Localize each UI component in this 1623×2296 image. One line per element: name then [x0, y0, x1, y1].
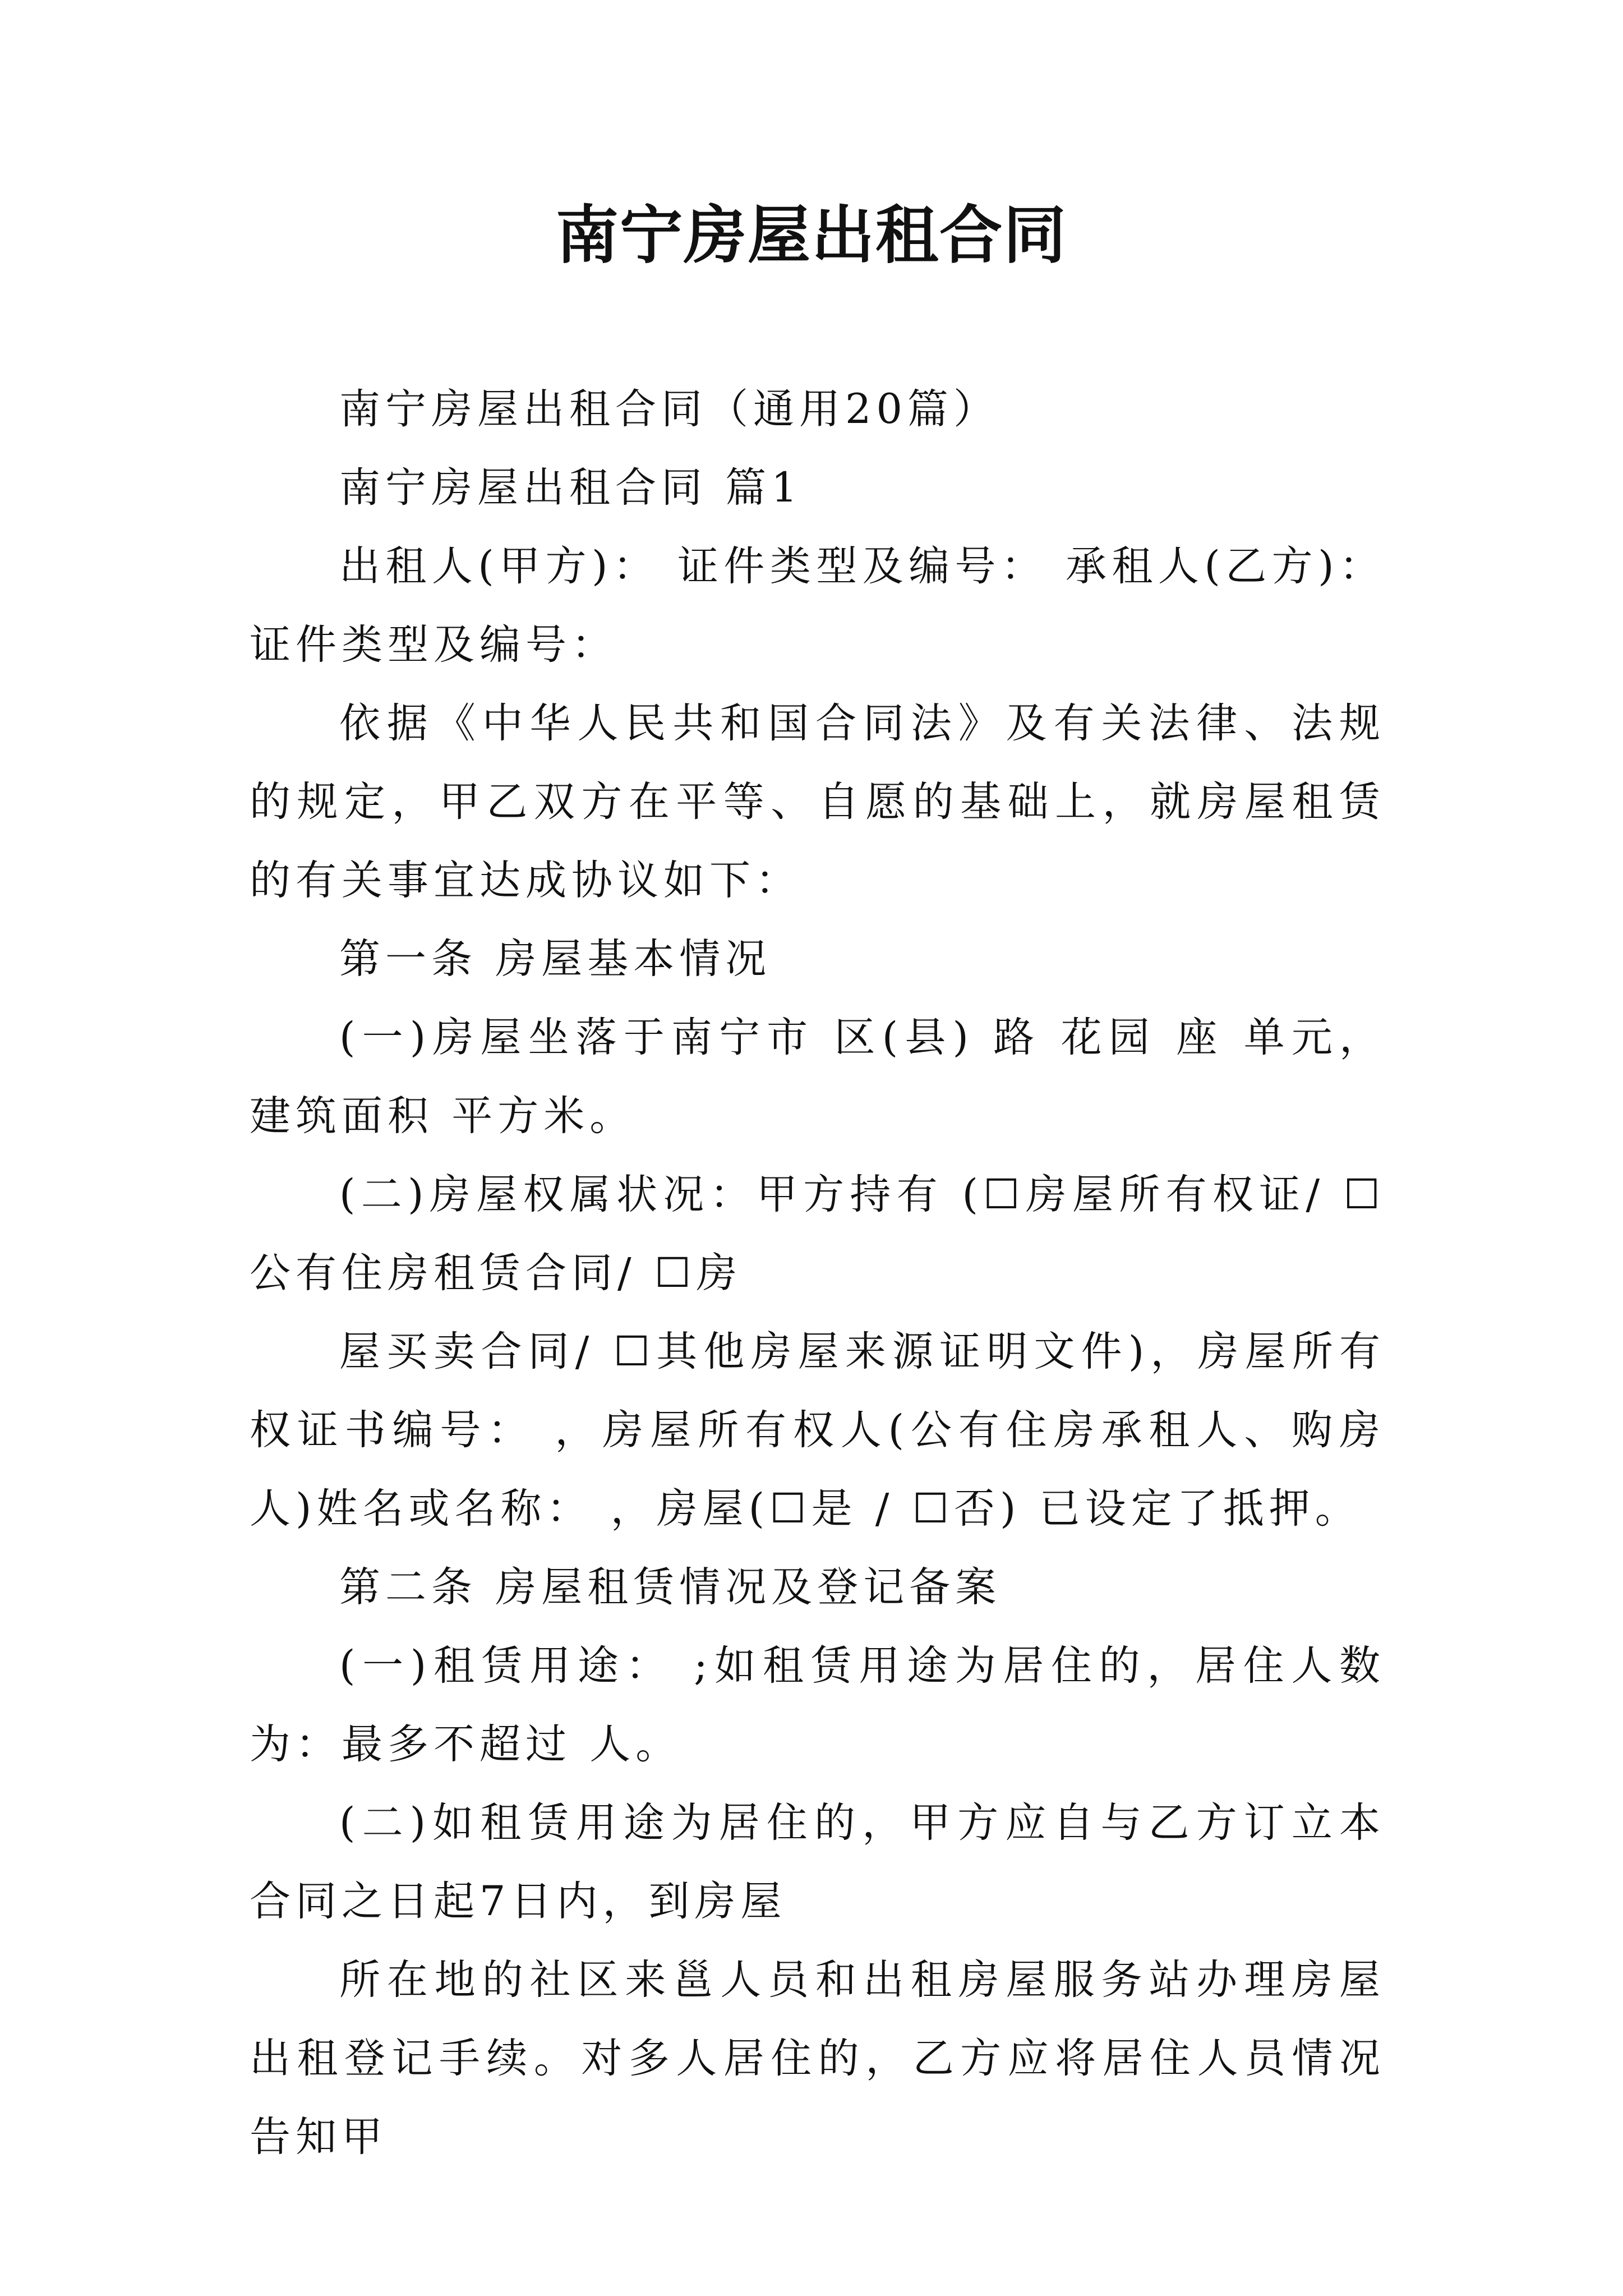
paragraph-parties: 出租人(甲方)： 证件类型及编号： 承租人(乙方)： 证件类型及编号： [250, 542, 1385, 669]
article-2-heading: 第二条 房屋租赁情况及登记备案 [339, 1563, 1002, 1611]
document-title: 南宁房屋出租合同 [556, 199, 1067, 272]
article-2-clause-1: (一)租赁用途： ;如租赁用途为居住的，居住人数为：最多不超过 人。 [250, 1642, 1385, 1768]
paragraph-chapter-heading: 南宁房屋出租合同 篇1 [339, 464, 803, 512]
article-1-heading: 第一条 房屋基本情况 [339, 935, 772, 983]
paragraph-subtitle: 南宁房屋出租合同（通用20篇） [339, 385, 999, 433]
article-1-clause-2: (二)房屋权属状况：甲方持有 (☐房屋所有权证/ ☐公有住房租赁合同/ ☐房 [250, 1171, 1385, 1297]
document-body [250, 370, 1385, 2177]
article-2-clause-2-continued: 所在地的社区来邕人员和出租房屋服务站办理房屋出租登记手续。对多人居住的，乙方应将居住人员情况告知甲 [250, 1956, 1385, 2161]
article-2-clause-2: (二)如租赁用途为居住的，甲方应自与乙方订立本合同之日起7日内，到房屋 [250, 1799, 1385, 1925]
article-1-clause-2-continued: 屋买卖合同/ ☐其他房屋来源证明文件)，房屋所有权证书编号： ，房屋所有权人(公有住房承租人、购房人)姓名或名称： ，房屋(☐是 / ☐否) 已设定了抵押。 [250, 1328, 1385, 1533]
paragraph-basis: 依据《中华人民共和国合同法》及有关法律、法规的规定，甲乙双方在平等、自愿的基础上，就房屋租赁的有关事宜达成协议如下： [250, 700, 1385, 904]
article-1-clause-1: (一)房屋坐落于南宁市 区(县) 路 花园 座 单元，建筑面积 平方米。 [250, 1014, 1385, 1140]
